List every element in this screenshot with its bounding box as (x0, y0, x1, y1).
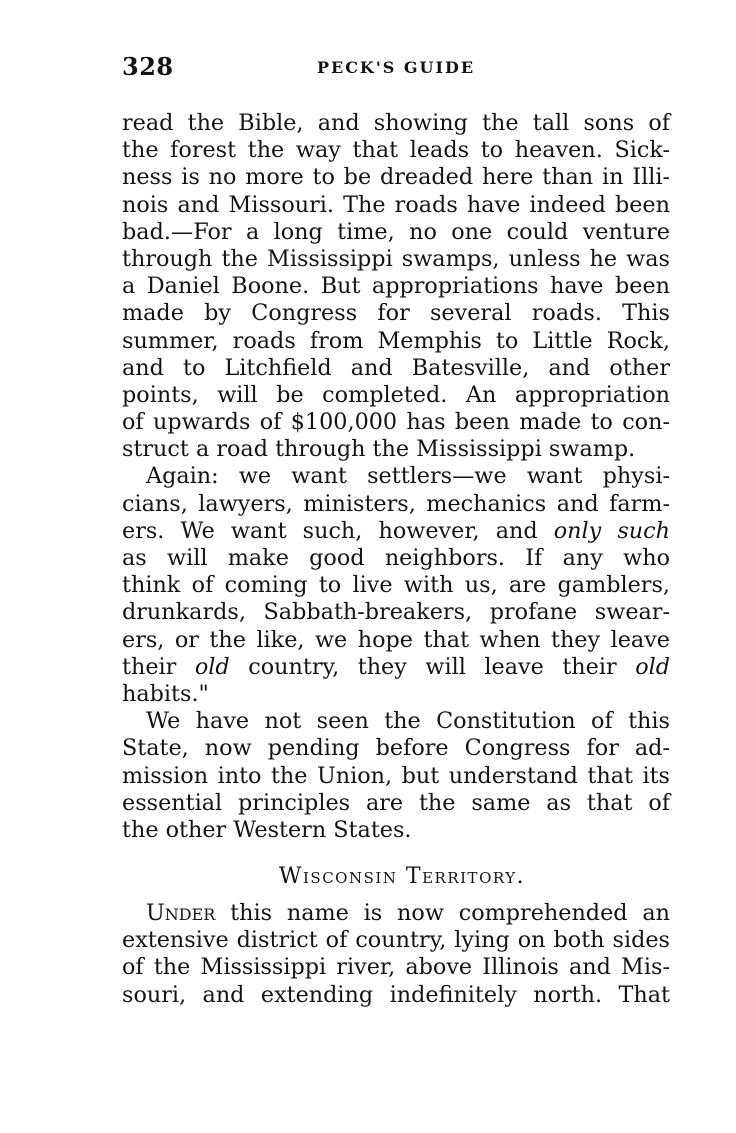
page-header (122, 52, 670, 88)
emphasis: old (635, 653, 671, 680)
text-line (122, 654, 670, 681)
text-line: the forest the way that leads to heaven. Sick- (122, 137, 670, 164)
text-line: the other Western States. (122, 816, 412, 843)
text-line: State, now pending before Congress for ad- (122, 735, 670, 762)
text-line: ers, or the like, we hope that when they leave (122, 626, 670, 653)
text-line: a Daniel Boone. But appropriations have been (122, 273, 670, 300)
paragraph-continued (122, 110, 670, 463)
text-line: struct a road through the Mississippi swamp. (122, 436, 636, 463)
text-line: of upwards of $100,000 has been made to con- (122, 409, 670, 436)
text-line: made by Congress for several roads. This (122, 300, 670, 327)
paragraph-wisconsin (122, 900, 670, 1009)
text-line: essential principles are the same as that of (122, 789, 670, 816)
text-line: bad.—For a long time, no one could venture (122, 218, 670, 245)
text-line: think of coming to live with us, are gamblers, (122, 572, 670, 599)
section-heading: Wisconsin Territory. (278, 864, 526, 890)
text-line: souri, and extending indefinitely north. That (122, 981, 670, 1008)
text-line: of the Mississippi river, above Illinois and Mis- (122, 954, 670, 981)
text-line (122, 518, 670, 545)
text-line: Again: we want settlers—we want physi- (146, 463, 670, 490)
text-segment: country, they will leave their (248, 653, 617, 680)
text-segment: ers. We want such, however, and (122, 517, 538, 544)
emphasis: old (194, 653, 230, 680)
paragraph-settlers (122, 463, 670, 708)
paragraph-constitution (122, 708, 670, 844)
text-line: summer, roads from Memphis to Little Rock, (122, 327, 670, 354)
text-line: cians, lawyers, ministers, mechanics and farm- (122, 490, 670, 517)
text-line: We have not seen the Constitution of this (146, 708, 670, 735)
text-line: nois and Missouri. The roads have indeed been (122, 191, 670, 218)
text-line: ness is no more to be dreaded here than in Illi- (122, 164, 670, 191)
body-text (122, 110, 670, 1009)
text-line: habits." (122, 680, 209, 707)
text-line: extensive district of country, lying on both sides (122, 927, 670, 954)
text-line: through the Mississippi swamps, unless he was (122, 245, 670, 272)
text-line (122, 900, 670, 927)
text-segment: this name is now comprehended an (230, 900, 670, 927)
text-line: drunkards, Sabbath-breakers, profane swear- (122, 599, 670, 626)
text-line: and to Litchfield and Batesville, and other (122, 354, 670, 381)
text-line: as will make good neighbors. If any who (122, 545, 670, 571)
text-line: read the Bible, and showing the tall sons of (122, 110, 670, 136)
text-line: mission into the Union, but understand that its (122, 762, 670, 789)
running-title: PECK'S GUIDE (316, 58, 476, 77)
text-line: points, will be completed. An appropriation (122, 381, 670, 408)
page-number: 328 (122, 52, 174, 81)
lead-word: Under (146, 900, 216, 927)
text-segment: their (122, 653, 177, 680)
emphasis: only such (553, 517, 671, 544)
